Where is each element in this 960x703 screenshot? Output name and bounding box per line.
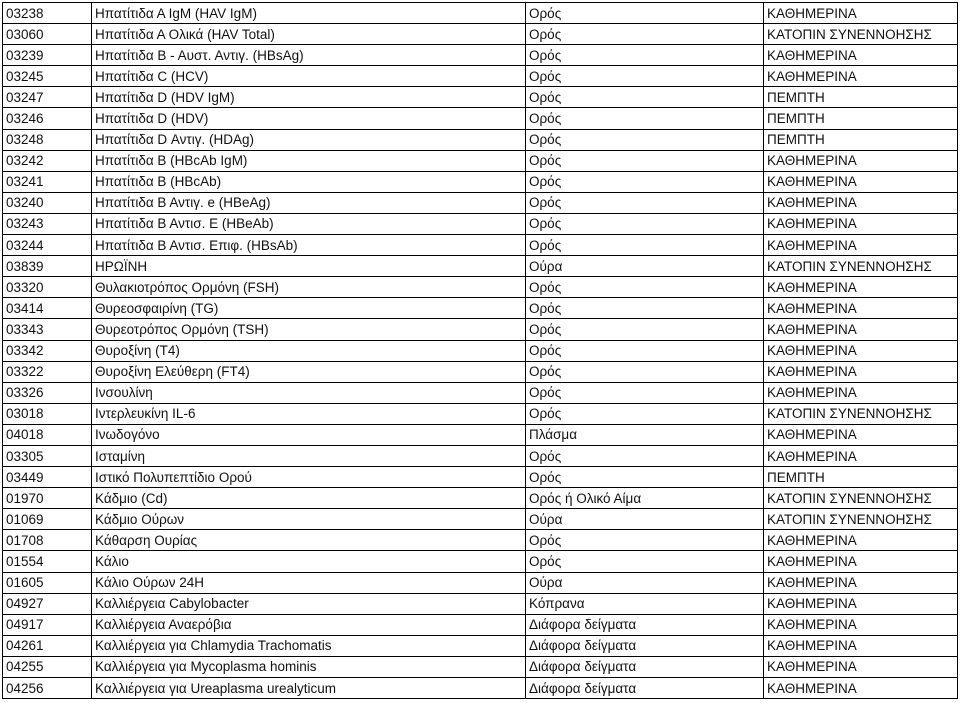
table-row xyxy=(3,361,958,382)
table-row xyxy=(3,530,958,551)
test-name-cell: Θυλακιοτρόπος Ορμόνη (FSH) xyxy=(92,277,526,298)
table-row xyxy=(3,3,958,24)
schedule-cell: ΚΑΘΗΜΕΡΙΝΑ xyxy=(764,593,958,614)
test-name-cell: Ηπατίτιδα D (HDV) xyxy=(92,108,526,129)
sample-type-cell: Ορός xyxy=(526,551,764,572)
schedule-cell: ΚΑΤΟΠΙΝ ΣΥΝΕΝΝΟΗΣΗΣ xyxy=(764,256,958,277)
schedule-cell: ΚΑΘΗΜΕΡΙΝΑ xyxy=(764,340,958,361)
lab-tests-table xyxy=(2,2,958,699)
schedule-cell: ΚΑΘΗΜΕΡΙΝΑ xyxy=(764,572,958,593)
test-name-cell: Ηπατίτιδα D (HDV IgM) xyxy=(92,87,526,108)
test-name-cell: Ηπατίτιδα C (HCV) xyxy=(92,66,526,87)
test-name-cell: Καλλιέργεια για Ureaplasma urealyticum xyxy=(92,678,526,699)
sample-type-cell: Ορός xyxy=(526,108,764,129)
schedule-cell: ΠΕΜΠΤΗ xyxy=(764,108,958,129)
schedule-cell: ΚΑΤΟΠΙΝ ΣΥΝΕΝΝΟΗΣΗΣ xyxy=(764,488,958,509)
test-name-cell: Ιντερλευκίνη IL-6 xyxy=(92,403,526,424)
table-row xyxy=(3,66,958,87)
sample-type-cell: Διάφορα δείγματα xyxy=(526,678,764,699)
schedule-cell: ΚΑΘΗΜΕΡΙΝΑ xyxy=(764,361,958,382)
table-row xyxy=(3,192,958,213)
test-code-cell: 03839 xyxy=(3,256,92,277)
sample-type-cell: Ορός xyxy=(526,298,764,319)
sample-type-cell: Ορός xyxy=(526,467,764,488)
sample-type-cell: Ορός xyxy=(526,129,764,150)
schedule-cell: ΚΑΤΟΠΙΝ ΣΥΝΕΝΝΟΗΣΗΣ xyxy=(764,509,958,530)
test-code-cell: 01554 xyxy=(3,551,92,572)
test-code-cell: 01708 xyxy=(3,530,92,551)
sample-type-cell: Ορός xyxy=(526,66,764,87)
schedule-cell: ΚΑΘΗΜΕΡΙΝΑ xyxy=(764,614,958,635)
schedule-cell: ΚΑΘΗΜΕΡΙΝΑ xyxy=(764,635,958,656)
test-name-cell: Καλλιέργεια για Mycoplasma hominis xyxy=(92,656,526,677)
table-row xyxy=(3,277,958,298)
sample-type-cell: Ορός xyxy=(526,445,764,466)
test-name-cell: Ινωδογόνο xyxy=(92,424,526,445)
test-name-cell: Ηπατίτιδα Β - Αυστ. Αντιγ. (HBsAg) xyxy=(92,45,526,66)
test-code-cell: 01970 xyxy=(3,488,92,509)
schedule-cell: ΠΕΜΠΤΗ xyxy=(764,129,958,150)
sample-type-cell: Ούρα xyxy=(526,509,764,530)
test-code-cell: 03449 xyxy=(3,467,92,488)
schedule-cell: ΚΑΘΗΜΕΡΙΝΑ xyxy=(764,551,958,572)
sample-type-cell: Ορός xyxy=(526,150,764,171)
schedule-cell: ΚΑΘΗΜΕΡΙΝΑ xyxy=(764,277,958,298)
table-row xyxy=(3,593,958,614)
test-code-cell: 03060 xyxy=(3,24,92,45)
sample-type-cell: Ορός xyxy=(526,235,764,256)
schedule-cell: ΚΑΘΗΜΕΡΙΝΑ xyxy=(764,445,958,466)
sample-type-cell: Ορός xyxy=(526,361,764,382)
test-name-cell: Κάδμιο Ούρων xyxy=(92,509,526,530)
table-row xyxy=(3,678,958,699)
test-code-cell: 03245 xyxy=(3,66,92,87)
test-name-cell: Θυρεοτρόπος Ορμόνη (TSH) xyxy=(92,319,526,340)
test-code-cell: 03238 xyxy=(3,3,92,24)
test-name-cell: Ηπατίτιδα Β (HBcAb) xyxy=(92,171,526,192)
schedule-cell: ΚΑΘΗΜΕΡΙΝΑ xyxy=(764,656,958,677)
sample-type-cell: Ορός xyxy=(526,319,764,340)
test-code-cell: 01069 xyxy=(3,509,92,530)
sample-type-cell: Πλάσμα xyxy=(526,424,764,445)
test-code-cell: 03244 xyxy=(3,235,92,256)
sample-type-cell: Ούρα xyxy=(526,572,764,593)
table-row xyxy=(3,108,958,129)
test-name-cell: Ηπατίτιδα Α IgM (HAV IgM) xyxy=(92,3,526,24)
test-code-cell: 03018 xyxy=(3,403,92,424)
test-name-cell: ΗΡΩΪΝΗ xyxy=(92,256,526,277)
table-row xyxy=(3,424,958,445)
test-code-cell: 03243 xyxy=(3,213,92,234)
table-row xyxy=(3,150,958,171)
table-row xyxy=(3,488,958,509)
test-code-cell: 04261 xyxy=(3,635,92,656)
schedule-cell: ΚΑΘΗΜΕΡΙΝΑ xyxy=(764,171,958,192)
test-code-cell: 03342 xyxy=(3,340,92,361)
test-code-cell: 04018 xyxy=(3,424,92,445)
test-code-cell: 03248 xyxy=(3,129,92,150)
table-row xyxy=(3,340,958,361)
test-code-cell: 03241 xyxy=(3,171,92,192)
test-name-cell: Ηπατίτιδα Α Ολικά (HAV Total) xyxy=(92,24,526,45)
test-name-cell: Κάλιο xyxy=(92,551,526,572)
schedule-cell: ΚΑΤΟΠΙΝ ΣΥΝΕΝΝΟΗΣΗΣ xyxy=(764,403,958,424)
test-code-cell: 03320 xyxy=(3,277,92,298)
test-name-cell: Ηπατίτιδα Β Αντισ. Επιφ. (HBsAb) xyxy=(92,235,526,256)
schedule-cell: ΚΑΘΗΜΕΡΙΝΑ xyxy=(764,235,958,256)
sample-type-cell: Ορός xyxy=(526,340,764,361)
test-code-cell: 03414 xyxy=(3,298,92,319)
test-code-cell: 03242 xyxy=(3,150,92,171)
test-name-cell: Κάδμιο (Cd) xyxy=(92,488,526,509)
schedule-cell: ΚΑΘΗΜΕΡΙΝΑ xyxy=(764,319,958,340)
table-row xyxy=(3,87,958,108)
sample-type-cell: Διάφορα δείγματα xyxy=(526,614,764,635)
test-code-cell: 03305 xyxy=(3,445,92,466)
schedule-cell: ΚΑΘΗΜΕΡΙΝΑ xyxy=(764,66,958,87)
sample-type-cell: Ορός xyxy=(526,171,764,192)
table-row xyxy=(3,467,958,488)
sample-type-cell: Ορός xyxy=(526,213,764,234)
schedule-cell: ΠΕΜΠΤΗ xyxy=(764,467,958,488)
test-code-cell: 04255 xyxy=(3,656,92,677)
table-row xyxy=(3,298,958,319)
sample-type-cell: Ορός xyxy=(526,277,764,298)
table-row xyxy=(3,403,958,424)
table-row xyxy=(3,45,958,66)
table-row xyxy=(3,171,958,192)
sample-type-cell: Διάφορα δείγματα xyxy=(526,635,764,656)
table-row xyxy=(3,572,958,593)
test-code-cell: 03322 xyxy=(3,361,92,382)
schedule-cell: ΚΑΤΟΠΙΝ ΣΥΝΕΝΝΟΗΣΗΣ xyxy=(764,24,958,45)
test-code-cell: 04917 xyxy=(3,614,92,635)
schedule-cell: ΚΑΘΗΜΕΡΙΝΑ xyxy=(764,150,958,171)
sample-type-cell: Διάφορα δείγματα xyxy=(526,656,764,677)
test-name-cell: Καλλιέργεια Αναερόβια xyxy=(92,614,526,635)
table-row xyxy=(3,319,958,340)
table-row xyxy=(3,551,958,572)
test-name-cell: Θυροξίνη (T4) xyxy=(92,340,526,361)
test-code-cell: 03240 xyxy=(3,192,92,213)
lab-tests-body xyxy=(3,3,958,699)
schedule-cell: ΠΕΜΠΤΗ xyxy=(764,87,958,108)
table-row xyxy=(3,382,958,403)
table-row xyxy=(3,213,958,234)
test-code-cell: 04256 xyxy=(3,678,92,699)
sample-type-cell: Ορός xyxy=(526,87,764,108)
test-name-cell: Ηπατίτιδα Β (HBcAb IgM) xyxy=(92,150,526,171)
test-name-cell: Ηπατίτιδα D Αντιγ. (HDAg) xyxy=(92,129,526,150)
schedule-cell: ΚΑΘΗΜΕΡΙΝΑ xyxy=(764,298,958,319)
table-row xyxy=(3,129,958,150)
sample-type-cell: Κόπρανα xyxy=(526,593,764,614)
table-row xyxy=(3,235,958,256)
sample-type-cell: Ορός xyxy=(526,192,764,213)
sample-type-cell: Ορός xyxy=(526,382,764,403)
test-code-cell: 03239 xyxy=(3,45,92,66)
test-name-cell: Καλλιέργεια για Chlamydia Trachomatis xyxy=(92,635,526,656)
test-name-cell: Θυροξίνη Ελεύθερη (FT4) xyxy=(92,361,526,382)
test-code-cell: 04927 xyxy=(3,593,92,614)
test-name-cell: Ηπατίτιδα Β Αντιγ. e (HBeAg) xyxy=(92,192,526,213)
test-code-cell: 03343 xyxy=(3,319,92,340)
table-row xyxy=(3,256,958,277)
sample-type-cell: Ορός xyxy=(526,530,764,551)
table-row xyxy=(3,614,958,635)
test-name-cell: Ινσουλίνη xyxy=(92,382,526,403)
schedule-cell: ΚΑΘΗΜΕΡΙΝΑ xyxy=(764,530,958,551)
table-row xyxy=(3,509,958,530)
schedule-cell: ΚΑΘΗΜΕΡΙΝΑ xyxy=(764,45,958,66)
test-code-cell: 03246 xyxy=(3,108,92,129)
schedule-cell: ΚΑΘΗΜΕΡΙΝΑ xyxy=(764,192,958,213)
table-row xyxy=(3,24,958,45)
sample-type-cell: Ορός ή Ολικό Αίμα xyxy=(526,488,764,509)
table-row xyxy=(3,656,958,677)
test-name-cell: Ηπατίτιδα Β Αντισ. Ε (HBeAb) xyxy=(92,213,526,234)
sample-type-cell: Ορός xyxy=(526,3,764,24)
table-row xyxy=(3,635,958,656)
schedule-cell: ΚΑΘΗΜΕΡΙΝΑ xyxy=(764,3,958,24)
test-name-cell: Κάθαρση Ουρίας xyxy=(92,530,526,551)
schedule-cell: ΚΑΘΗΜΕΡΙΝΑ xyxy=(764,678,958,699)
test-name-cell: Κάλιο Ούρων 24Η xyxy=(92,572,526,593)
test-code-cell: 03247 xyxy=(3,87,92,108)
table-row xyxy=(3,445,958,466)
schedule-cell: ΚΑΘΗΜΕΡΙΝΑ xyxy=(764,213,958,234)
sample-type-cell: Ούρα xyxy=(526,256,764,277)
test-name-cell: Ιστικό Πολυπεπτίδιο Ορού xyxy=(92,467,526,488)
schedule-cell: ΚΑΘΗΜΕΡΙΝΑ xyxy=(764,382,958,403)
sample-type-cell: Ορός xyxy=(526,45,764,66)
test-code-cell: 01605 xyxy=(3,572,92,593)
test-code-cell: 03326 xyxy=(3,382,92,403)
sample-type-cell: Ορός xyxy=(526,24,764,45)
sample-type-cell: Ορός xyxy=(526,403,764,424)
schedule-cell: ΚΑΘΗΜΕΡΙΝΑ xyxy=(764,424,958,445)
test-name-cell: Ισταμίνη xyxy=(92,445,526,466)
test-name-cell: Θυρεοσφαιρίνη (TG) xyxy=(92,298,526,319)
test-name-cell: Καλλιέργεια Cabylobacter xyxy=(92,593,526,614)
